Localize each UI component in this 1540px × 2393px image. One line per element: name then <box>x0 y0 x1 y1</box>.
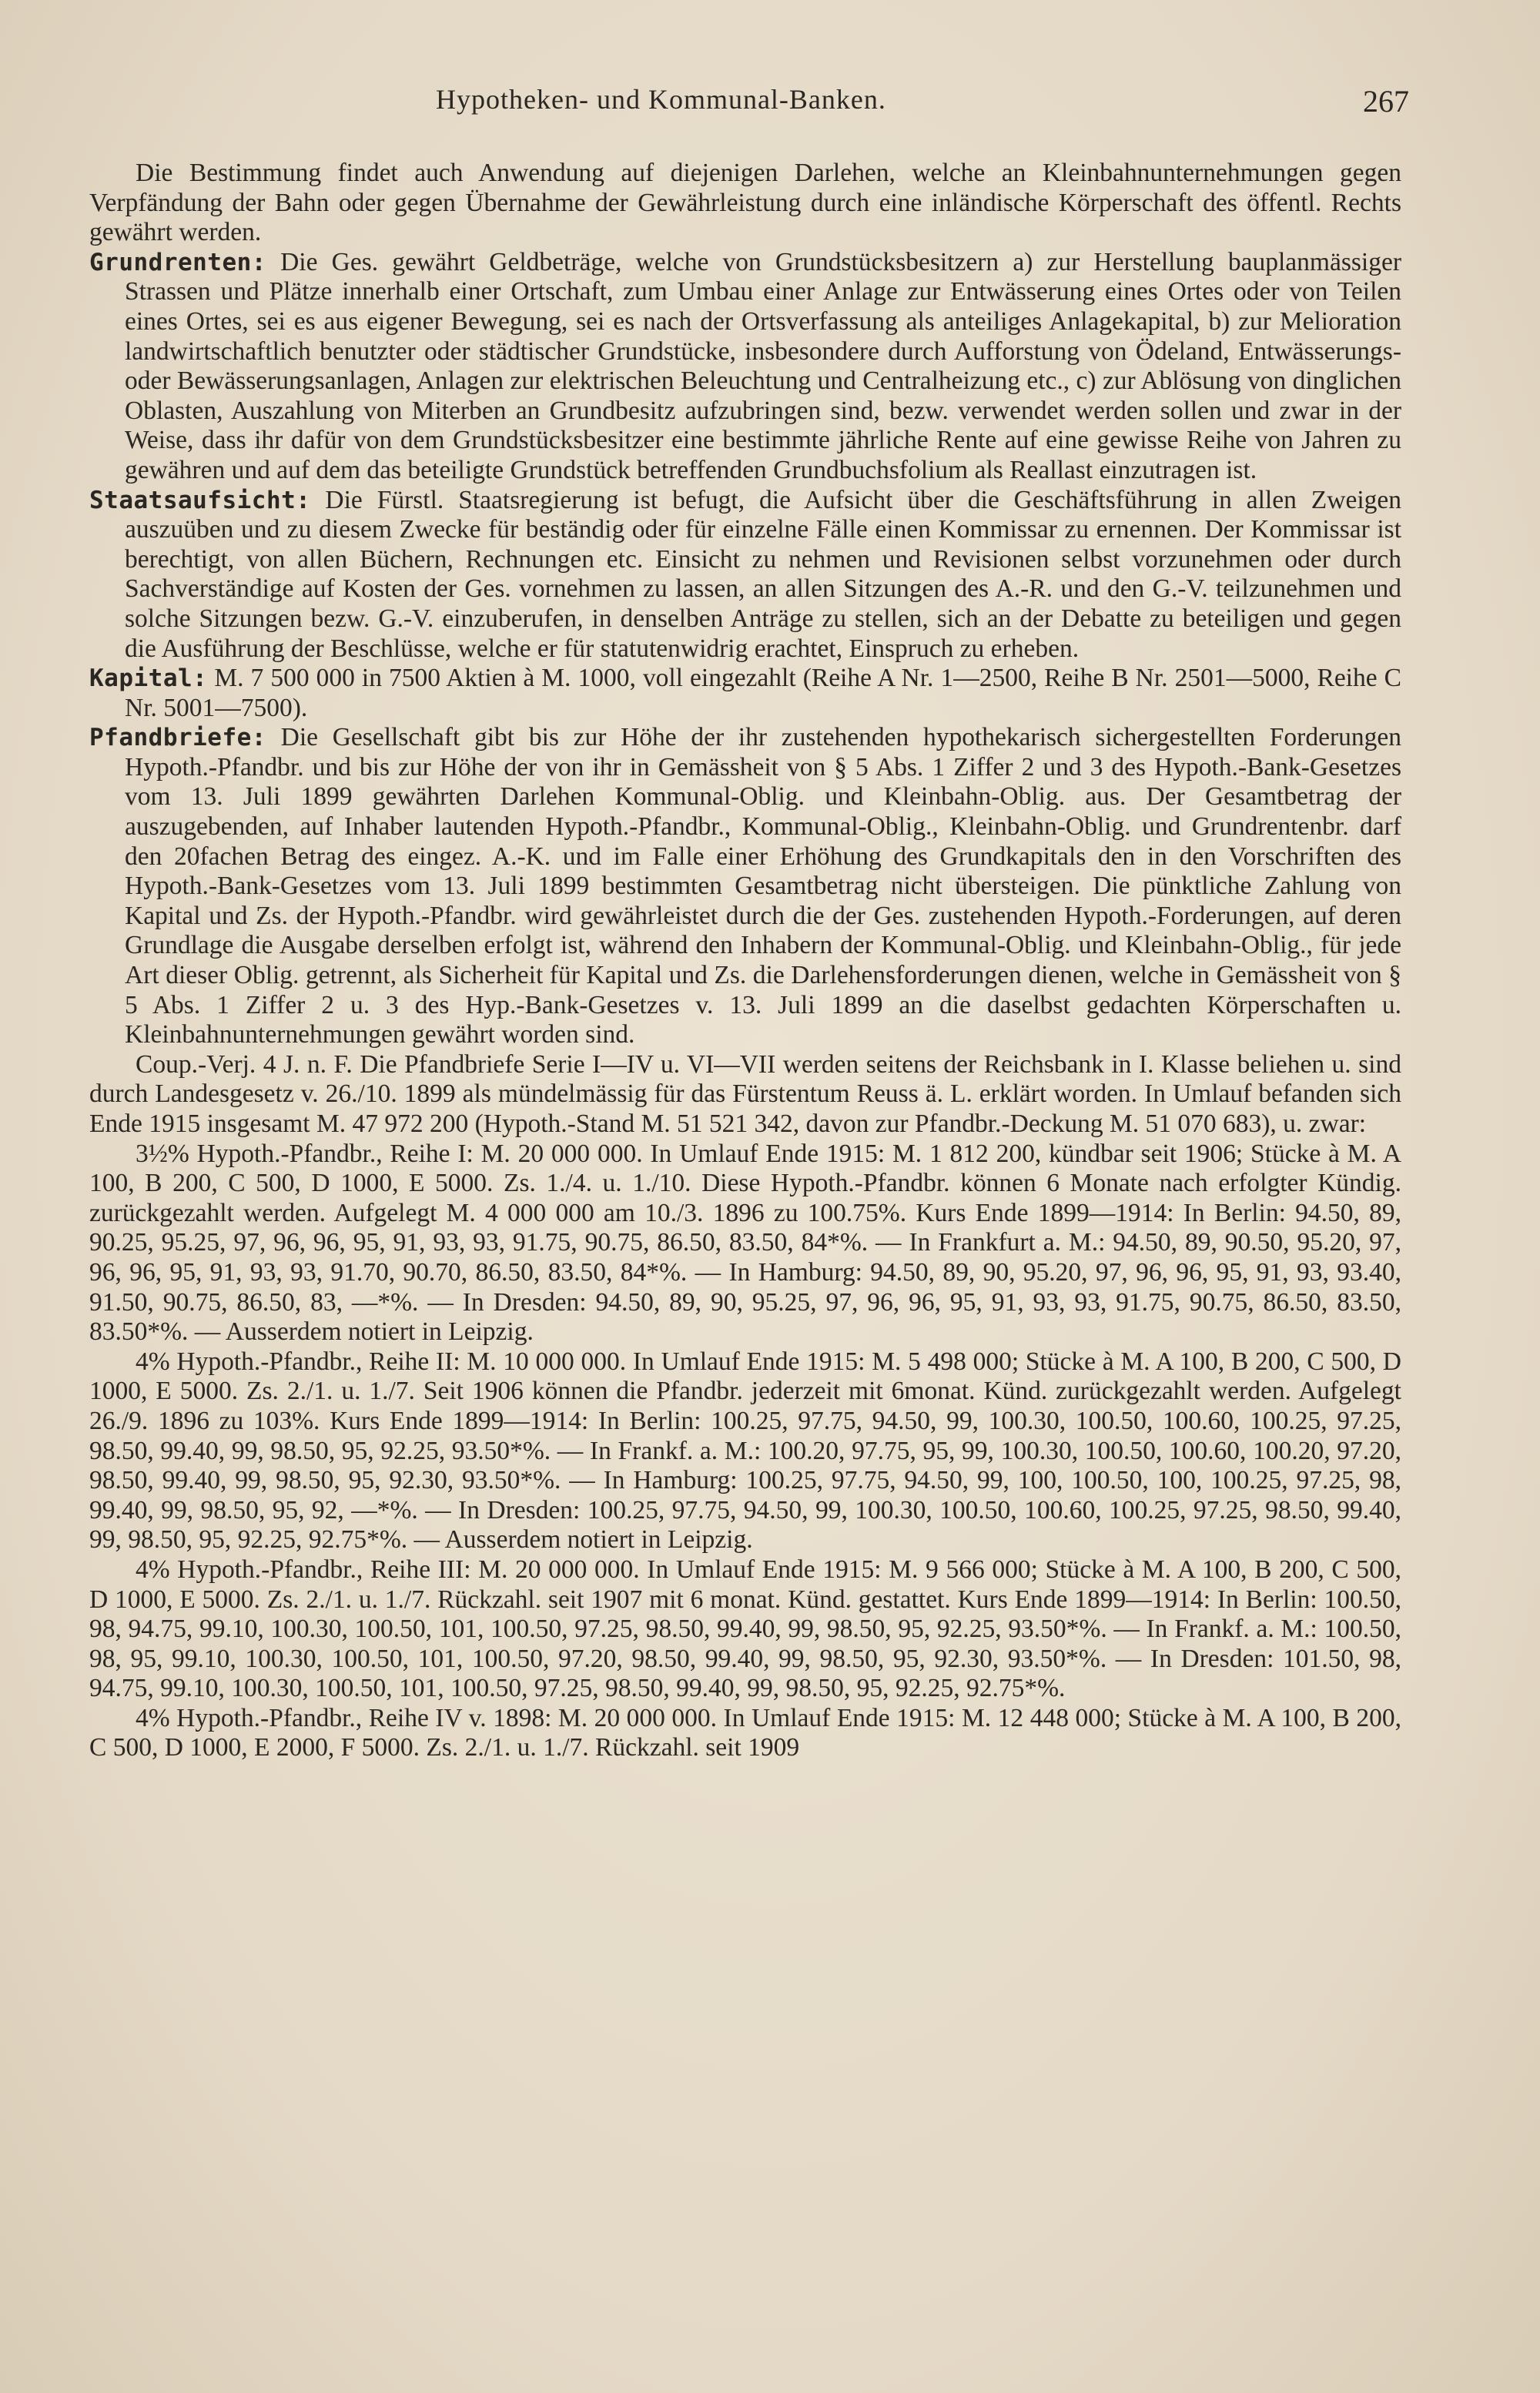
paragraph-text: Die Fürstl. Staatsregierung ist befugt, die Aufsicht über die Geschäftsführung in allen Zweigen auszuüben und zu diesem Zwecke für beständig oder für einzelne Fälle einen Kommissar zu ernennen. Der Kommissar ist berechtigt, von allen Büchern, Rechnungen etc. Einsicht zu nehmen und Revisionen selbst vorzunehmen oder durch Sachverständige auf Kosten der Ges. vornehmen zu lassen, an allen Sitzungen des A.-R. und den G.-V. teilzunehmen und solche Sitzungen bezw. G.-V. einzuberufen, in denselben Anträge zu stellen, sich an der Debatte zu beteiligen und gegen die Ausführung der Beschlüsse, welche er für statutenwidrig erachtet, Einspruch zu erheben. <box>125 485 1401 663</box>
paragraph-text: 4% Hypoth.-Pfandbr., Reihe II: M. 10 000 000. In Umlauf Ende 1915: M. 5 498 000; Stücke à M. A 100, B 200, C 500, D 1000, E 5000. Zs. 2./1. u. 1./7. Seit 1906 können die Pfandbr. jederzeit mit 6monat. Künd. zurückgezahlt werden. Aufgelegt 26./9. 1896 zu 103%. Kurs Ende 1899—1914: In Berlin: 100.25, 97.75, 94.50, 99, 100.30, 100.50, 100.60, 100.25, 97.25, 98.50, 99.40, 99, 98.50, 95, 92.25, 93.50*%. — In Frankf. a. M.: 100.20, 97.75, 95, 99, 100.30, 100.50, 100.60, 100.20, 97.20, 98.50, 99.40, 99, 98.50, 95, 92.30, 93.50*%. — In Hamburg: 100.25, 97.75, 94.50, 99, 100, 100.50, 100, 100.25, 97.25, 98, 99.40, 99, 98.50, 95, 92, —*%. — In Dresden: 100.25, 97.75, 94.50, 99, 100.30, 100.50, 100.60, 100.25, 97.25, 98.50, 99.40, 99, 98.50, 95, 92.25, 92.75*%. — Ausserdem notiert in Leipzig. <box>89 1347 1401 1555</box>
section-term: Kapital: <box>89 664 208 693</box>
body-text <box>89 159 1401 1763</box>
paragraph-text: 4% Hypoth.-Pfandbr., Reihe IV v. 1898: M. 20 000 000. In Umlauf Ende 1915: M. 12 448 000; Stücke à M. A 100, B 200, C 500, D 1000, E 2000, F 5000. Zs. 2./1. u. 1./7. Rückzahl. seit 1909 <box>89 1703 1401 1762</box>
paragraph-bestimmung <box>89 159 1401 248</box>
paragraph-text: Die Gesellschaft gibt bis zur Höhe der ihr zustehenden hypothekarisch sichergestellten Forderungen Hypoth.-Pfandbr. und bis zur Höhe der von ihr in Gemässheit von § 5 Abs. 1 Ziffer 2 und 3 des Hypoth.-Bank-Gesetzes vom 13. Juli 1899 gewährten Darlehen Kommunal-Oblig. und Kleinbahn-Oblig. aus. Der Gesamtbetrag der auszugebenden, auf Inhaber lautenden Hypoth.-Pfandbr., Kommunal-Oblig., Kleinbahn-Oblig. und Grundrentenbr. darf den 20fachen Betrag des eingez. A.-K. und im Falle einer Erhöhung des Grundkapitals den in den Vorschriften des Hypoth.-Bank-Gesetzes vom 13. Juli 1899 bestimmten Gesamtbetrag nicht übersteigen. Die pünktliche Zahlung von Kapital und Zs. der Hypoth.-Pfandbr. wird gewährleistet durch die der Ges. zustehenden Hypoth.-Forderungen, auf deren Grundlage die Ausgabe derselben erfolgt ist, während den Inhabern der Kommunal-Oblig. und Kleinbahn-Oblig., für jede Art dieser Oblig. getrennt, als Sicherheit für Kapital und Zs. die Darlehensforderungen dienen, welche in Gemässheit von § 5 Abs. 1 Ziffer 2 u. 3 des Hyp.-Bank-Gesetzes v. 13. Juli 1899 an die daselbst gedachten Körperschaften u. Kleinbahnunternehmungen gewährt worden sind. <box>125 723 1401 1049</box>
paragraph-reihe-1 <box>89 1140 1401 1347</box>
paragraph-grundrenten <box>89 248 1401 486</box>
paragraph-text: Die Bestimmung findet auch Anwendung auf diejenigen Darlehen, welche an Kleinbahnunternehmungen gegen Verpfändung der Bahn oder gegen Übernahme der Gewährleistung durch eine inländische Körperschaft des öffentl. Rechts gewährt werden. <box>89 159 1401 247</box>
paragraph-text: Coup.-Verj. 4 J. n. F. Die Pfandbriefe Serie I—IV u. VI—VII werden seitens der Reichsbank in I. Klasse beliehen u. sind durch Landesgesetz v. 26./10. 1899 als mündelmässig für das Fürstentum Reuss ä. L. erklärt worden. In Umlauf befanden sich Ende 1915 insgesamt M. 47 972 200 (Hypoth.-Stand M. 51 521 342, davon zur Pfandbr.-Deckung M. 51 070 683), u. zwar: <box>89 1049 1401 1138</box>
paragraph-reihe-4 <box>89 1704 1401 1763</box>
section-term: Grundrenten: <box>89 248 266 276</box>
paragraph-reihe-3 <box>89 1555 1401 1704</box>
paragraph-staatsaufsicht <box>89 486 1401 664</box>
paragraph-kapital <box>89 664 1401 723</box>
paragraph-coupon <box>89 1050 1401 1140</box>
section-term: Staatsaufsicht: <box>89 486 311 514</box>
running-header <box>89 83 1409 132</box>
page-number: 267 <box>1363 84 1409 119</box>
paragraph-text: 4% Hypoth.-Pfandbr., Reihe III: M. 20 000 000. In Umlauf Ende 1915: M. 9 566 000; Stücke à M. A 100, B 200, C 500, D 1000, E 5000. Zs. 2./1. u. 1./7. Rückzahl. seit 1907 mit 6 monat. Künd. gestattet. Kurs Ende 1899—1914: In Berlin: 100.50, 98, 94.75, 99.10, 100.30, 100.50, 101, 100.50, 97.25, 98.50, 99.40, 99, 98.50, 95, 92.25, 93.50*%. — In Frankf. a. M.: 100.50, 98, 95, 99.10, 100.30, 100.50, 101, 100.50, 97.20, 98.50, 99.40, 99, 98.50, 95, 92.30, 93.50*%. — In Dresden: 101.50, 98, 94.75, 99.10, 100.30, 100.50, 101, 100.50, 97.25, 98.50, 99.40, 99, 98.50, 95, 92.25, 92.75*%. <box>89 1555 1401 1703</box>
paragraph-text: 3½% Hypoth.-Pfandbr., Reihe I: M. 20 000 000. In Umlauf Ende 1915: M. 1 812 200, kündbar seit 1906; Stücke à M. A 100, B 200, C 500, D 1000, E 5000. Zs. 1./4. u. 1./10. Diese Hypoth.-Pfandbr. können 6 Monate nach erfolgter Kündig. zurückgezahlt werden. Aufgelegt M. 4 000 000 am 10./3. 1896 zu 100.75%. Kurs Ende 1899—1914: In Berlin: 94.50, 89, 90.25, 95.25, 97, 96, 96, 95, 91, 93, 93, 91.75, 90.75, 86.50, 83.50, 84*%. — In Frankfurt a. M.: 94.50, 89, 90.50, 95.20, 97, 96, 96, 95, 91, 93, 93, 91.70, 90.70, 86.50, 83.50, 84*%. — In Hamburg: 94.50, 89, 90, 95.20, 97, 96, 96, 95, 91, 93, 93.40, 91.50, 90.75, 86.50, 83, —*%. — In Dresden: 94.50, 89, 90, 95.25, 97, 96, 96, 95, 91, 93, 93, 91.75, 90.75, 86.50, 83.50, 83.50*%. — Ausserdem notiert in Leipzig. <box>89 1139 1401 1347</box>
paragraph-reihe-2 <box>89 1347 1401 1555</box>
section-term: Pfandbriefe: <box>89 724 266 752</box>
page-title: Hypotheken- und Kommunal-Banken. <box>436 84 886 115</box>
paragraph-text: M. 7 500 000 in 7500 Aktien à M. 1000, voll eingezahlt (Reihe A Nr. 1—2500, Reihe B Nr. 2501—5000, Reihe C Nr. 5001—7500). <box>125 664 1401 722</box>
paragraph-pfandbriefe <box>89 723 1401 1050</box>
paragraph-text: Die Ges. gewährt Geldbeträge, welche von Grundstücksbesitzern a) zur Herstellung bauplanmässiger Strassen und Plätze innerhalb einer Ortschaft, zum Umbau einer Anlage zur Entwässerung eines Ortes oder von Teilen eines Ortes, sei es aus eigener Bewegung, sei es nach der Ortsverfassung als anteiliges Anlagekapital, b) zur Melioration landwirtschaftlich benutzter oder städtischer Grundstücke, insbesondere durch Aufforstung von Ödeland, Entwässerungs- oder Bewässerungsanlagen, Anlagen zur elektrischen Beleuchtung und Centralheizung etc., c) zur Ablösung von dinglichen Oblasten, Auszahlung von Miterben an Grundbesitz aufzubringen sind, bezw. verwendet werden sollen und zwar in der Weise, dass ihr dafür von dem Grundstücksbesitzer eine bestimmte jährliche Rente auf eine gewisse Reihe von Jahren zu gewähren und auf dem das beteiligte Grundstück betreffenden Grundbuchsfolium als Reallast einzutragen ist. <box>125 247 1401 484</box>
